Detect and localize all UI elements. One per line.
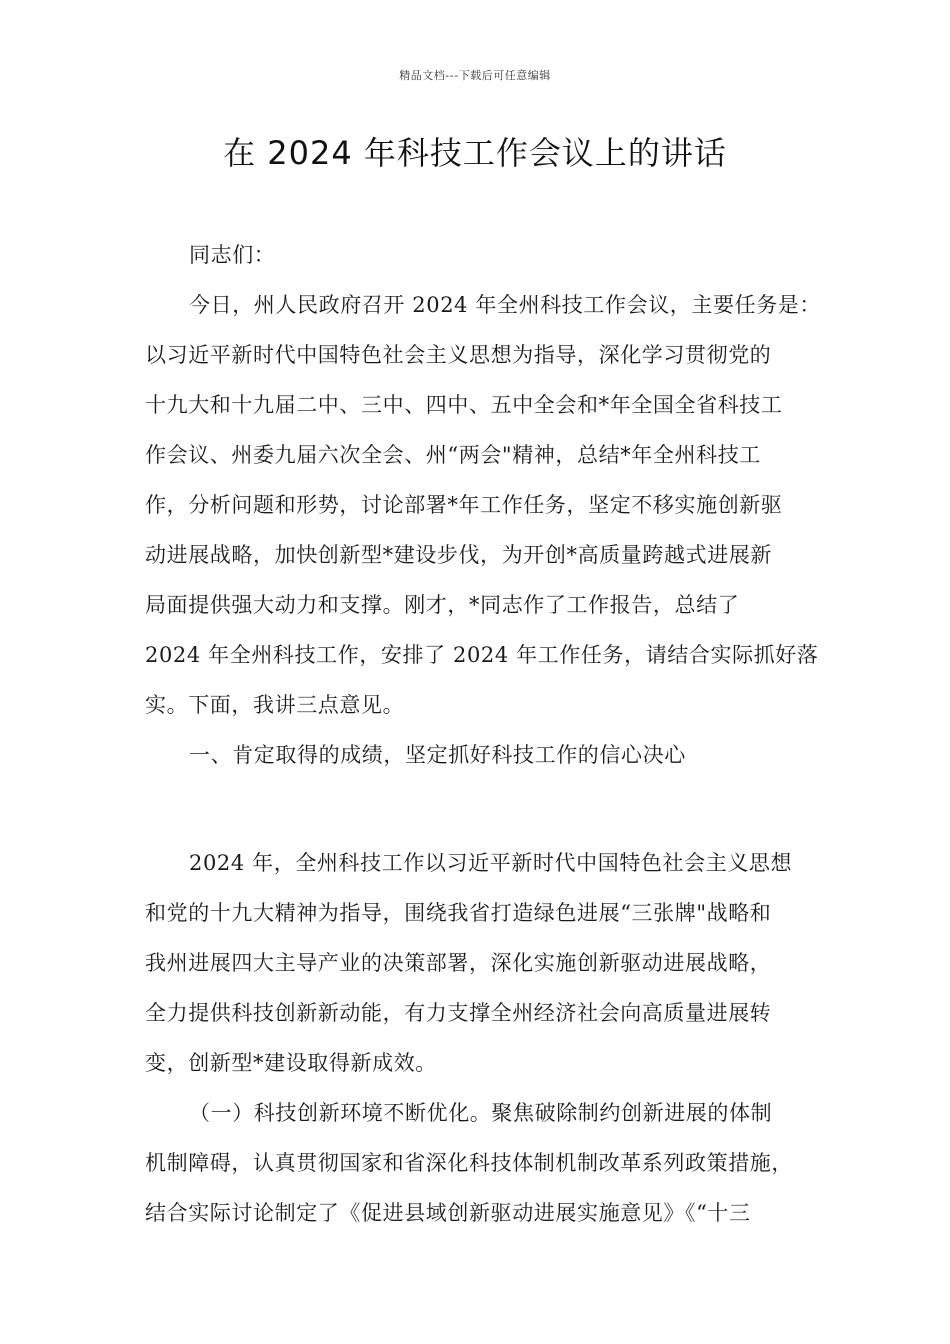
text-line: 实。下面，我讲三点意见。 — [145, 693, 405, 717]
text-line: 十九大和十九届二中、三中、四中、五中全会和*年全国全省科技工 — [145, 393, 783, 417]
text-line: （一）科技创新环境不断优化。聚焦破除制约创新进展的体制 — [189, 1101, 773, 1125]
section-spacer — [145, 780, 825, 838]
document-body — [145, 230, 825, 1238]
paragraph-1 — [145, 280, 825, 730]
text-line: 和党的十九大精神为指导，围绕我省打造绿色进展“三张牌"战略和 — [145, 901, 772, 925]
salutation: 同志们： — [189, 243, 276, 267]
text-line: 全力提供科技创新新动能，有力支撑全州经济社会向高质量进展转 — [145, 1001, 772, 1025]
text-line: 今日，州人民政府召开 2024 年全州科技工作会议，主要任务是： — [189, 293, 821, 317]
document-title: 在 2024 年科技工作会议上的讲话 — [223, 134, 727, 172]
text-line: 局面提供强大动力和支撑。刚才，*同志作了工作报告，总结了 — [145, 593, 740, 617]
header-note: 精品文档---下载后可任意编辑 — [399, 69, 551, 82]
text-line: 结合实际讨论制定了《促进县域创新驱动进展实施意见》《“十三 — [145, 1201, 751, 1225]
text-line: 以习近平新时代中国特色社会主义思想为指导，深化学习贯彻党的 — [145, 343, 772, 367]
text-line: 2024 年，全州科技工作以习近平新时代中国特色社会主义思想 — [189, 851, 793, 875]
text-line: 作会议、州委九届六次全会、州“两会"精神，总结*年全州科技工 — [145, 443, 761, 467]
text-line: 机制障碍，认真贯彻国家和省深化科技体制机制改革系列政策措施， — [145, 1151, 793, 1175]
paragraph-3 — [145, 1088, 825, 1238]
text-line: 我州进展四大主导产业的决策部署，深化实施创新驱动进展战略， — [145, 951, 772, 975]
text-line: 作，分析问题和形势，讨论部署*年工作任务，坚定不移实施创新驱 — [145, 493, 783, 517]
text-line: 动进展战略，加快创新型*建设步伐，为开创*高质量跨越式进展新 — [145, 543, 772, 567]
text-line: 2024 年全州科技工作，安排了 2024 年工作任务，请结合实际抓好落 — [145, 643, 819, 667]
section-heading: 一、肯定取得的成绩，坚定抓好科技工作的信心决心 — [189, 743, 686, 767]
paragraph-2 — [145, 838, 825, 1088]
text-line: 变，创新型*建设取得新成效。 — [145, 1051, 437, 1075]
